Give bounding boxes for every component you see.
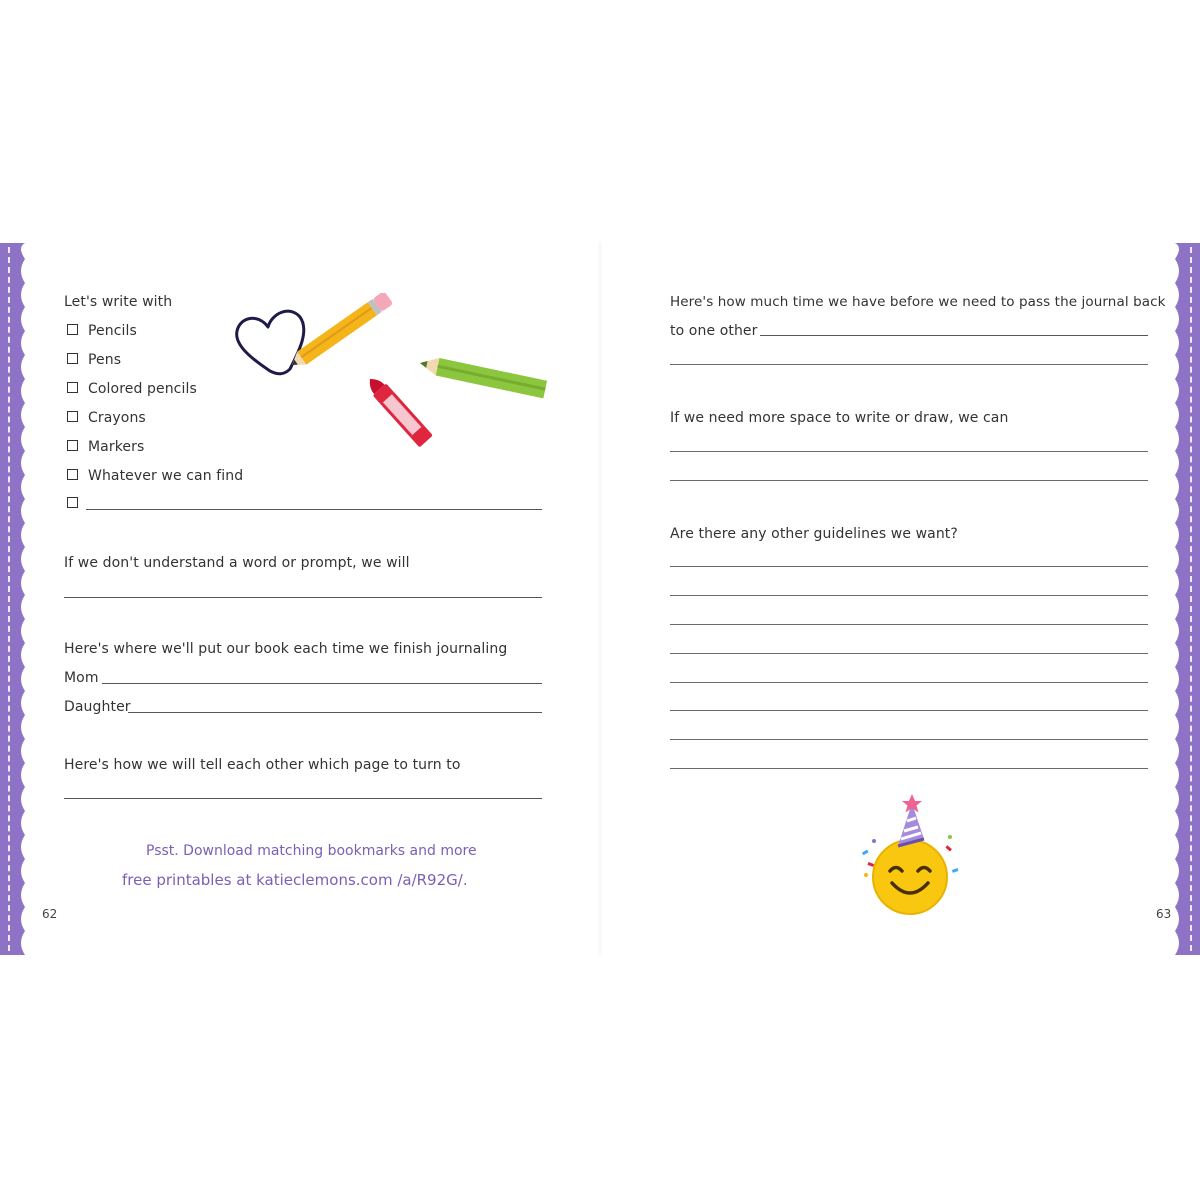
footnote-line-1: Psst. Download matching bookmarks and more [146, 843, 477, 859]
answer-line-space-1[interactable] [670, 451, 1148, 452]
checkbox-markers[interactable] [67, 440, 78, 451]
answer-line-guidelines-6[interactable] [670, 710, 1148, 711]
left-page-edge [0, 243, 30, 955]
question-guidelines: Are there any other guidelines we want? [670, 526, 958, 542]
answer-line-guidelines-3[interactable] [670, 624, 1148, 625]
answer-line-space-2[interactable] [670, 480, 1148, 481]
right-edge-scallops [1170, 243, 1183, 955]
left-edge-scallops [17, 243, 30, 955]
checkbox-other[interactable] [67, 497, 78, 508]
left-edge-stitching [8, 247, 10, 951]
checkbox-pens[interactable] [67, 353, 78, 364]
option-whatever: Whatever we can find [88, 468, 244, 484]
option-markers: Markers [88, 439, 145, 455]
question-time-line-2: to one other [670, 323, 758, 339]
page-number-right: 63 [1156, 907, 1172, 921]
answer-line-guidelines-2[interactable] [670, 595, 1148, 596]
answer-line-mom[interactable] [102, 683, 542, 684]
other-option-line[interactable] [86, 509, 542, 510]
answer-line-understand[interactable] [64, 597, 542, 598]
page-number-left: 62 [42, 907, 58, 921]
checkbox-pencils[interactable] [67, 324, 78, 335]
footnote-link[interactable]: free printables at katieclemons.com /a/R92G/. [122, 871, 468, 889]
answer-line-guidelines-5[interactable] [670, 682, 1148, 683]
answer-line-which-page[interactable] [64, 798, 542, 799]
red-crayon-icon [363, 373, 433, 447]
question-understand: If we don't understand a word or prompt, we will [64, 555, 410, 571]
green-pencil-icon [418, 354, 547, 398]
book-gutter [598, 243, 602, 955]
answer-line-guidelines-7[interactable] [670, 739, 1148, 740]
art-supplies-illustration [232, 293, 552, 463]
option-pens: Pens [88, 352, 122, 368]
right-page-edge [1170, 243, 1200, 955]
question-time-line-1: Here's how much time we have before we need to pass the journal back [670, 294, 1166, 310]
answer-line-time-2[interactable] [670, 364, 1148, 365]
answer-line-guidelines-1[interactable] [670, 566, 1148, 567]
answer-line-time[interactable] [760, 335, 1148, 336]
party-smiley-icon [854, 791, 966, 921]
right-edge-stitching [1190, 247, 1192, 951]
option-crayons: Crayons [88, 410, 146, 426]
answer-line-daughter[interactable] [128, 712, 542, 713]
option-pencils: Pencils [88, 323, 137, 339]
checkbox-crayons[interactable] [67, 411, 78, 422]
write-with-heading: Let's write with [64, 294, 173, 310]
question-space: If we need more space to write or draw, we can [670, 410, 1009, 426]
mom-label: Mom [64, 670, 99, 686]
question-which-page: Here's how we will tell each other which page to turn to [64, 757, 461, 773]
journal-spread [0, 243, 1200, 955]
question-where: Here's where we'll put our book each time we finish journaling [64, 641, 508, 657]
answer-line-guidelines-4[interactable] [670, 653, 1148, 654]
checkbox-colored-pencils[interactable] [67, 382, 78, 393]
daughter-label: Daughter [64, 699, 131, 715]
checkbox-whatever[interactable] [67, 469, 78, 480]
option-colored-pencils: Colored pencils [88, 381, 197, 397]
answer-line-guidelines-8[interactable] [670, 768, 1148, 769]
